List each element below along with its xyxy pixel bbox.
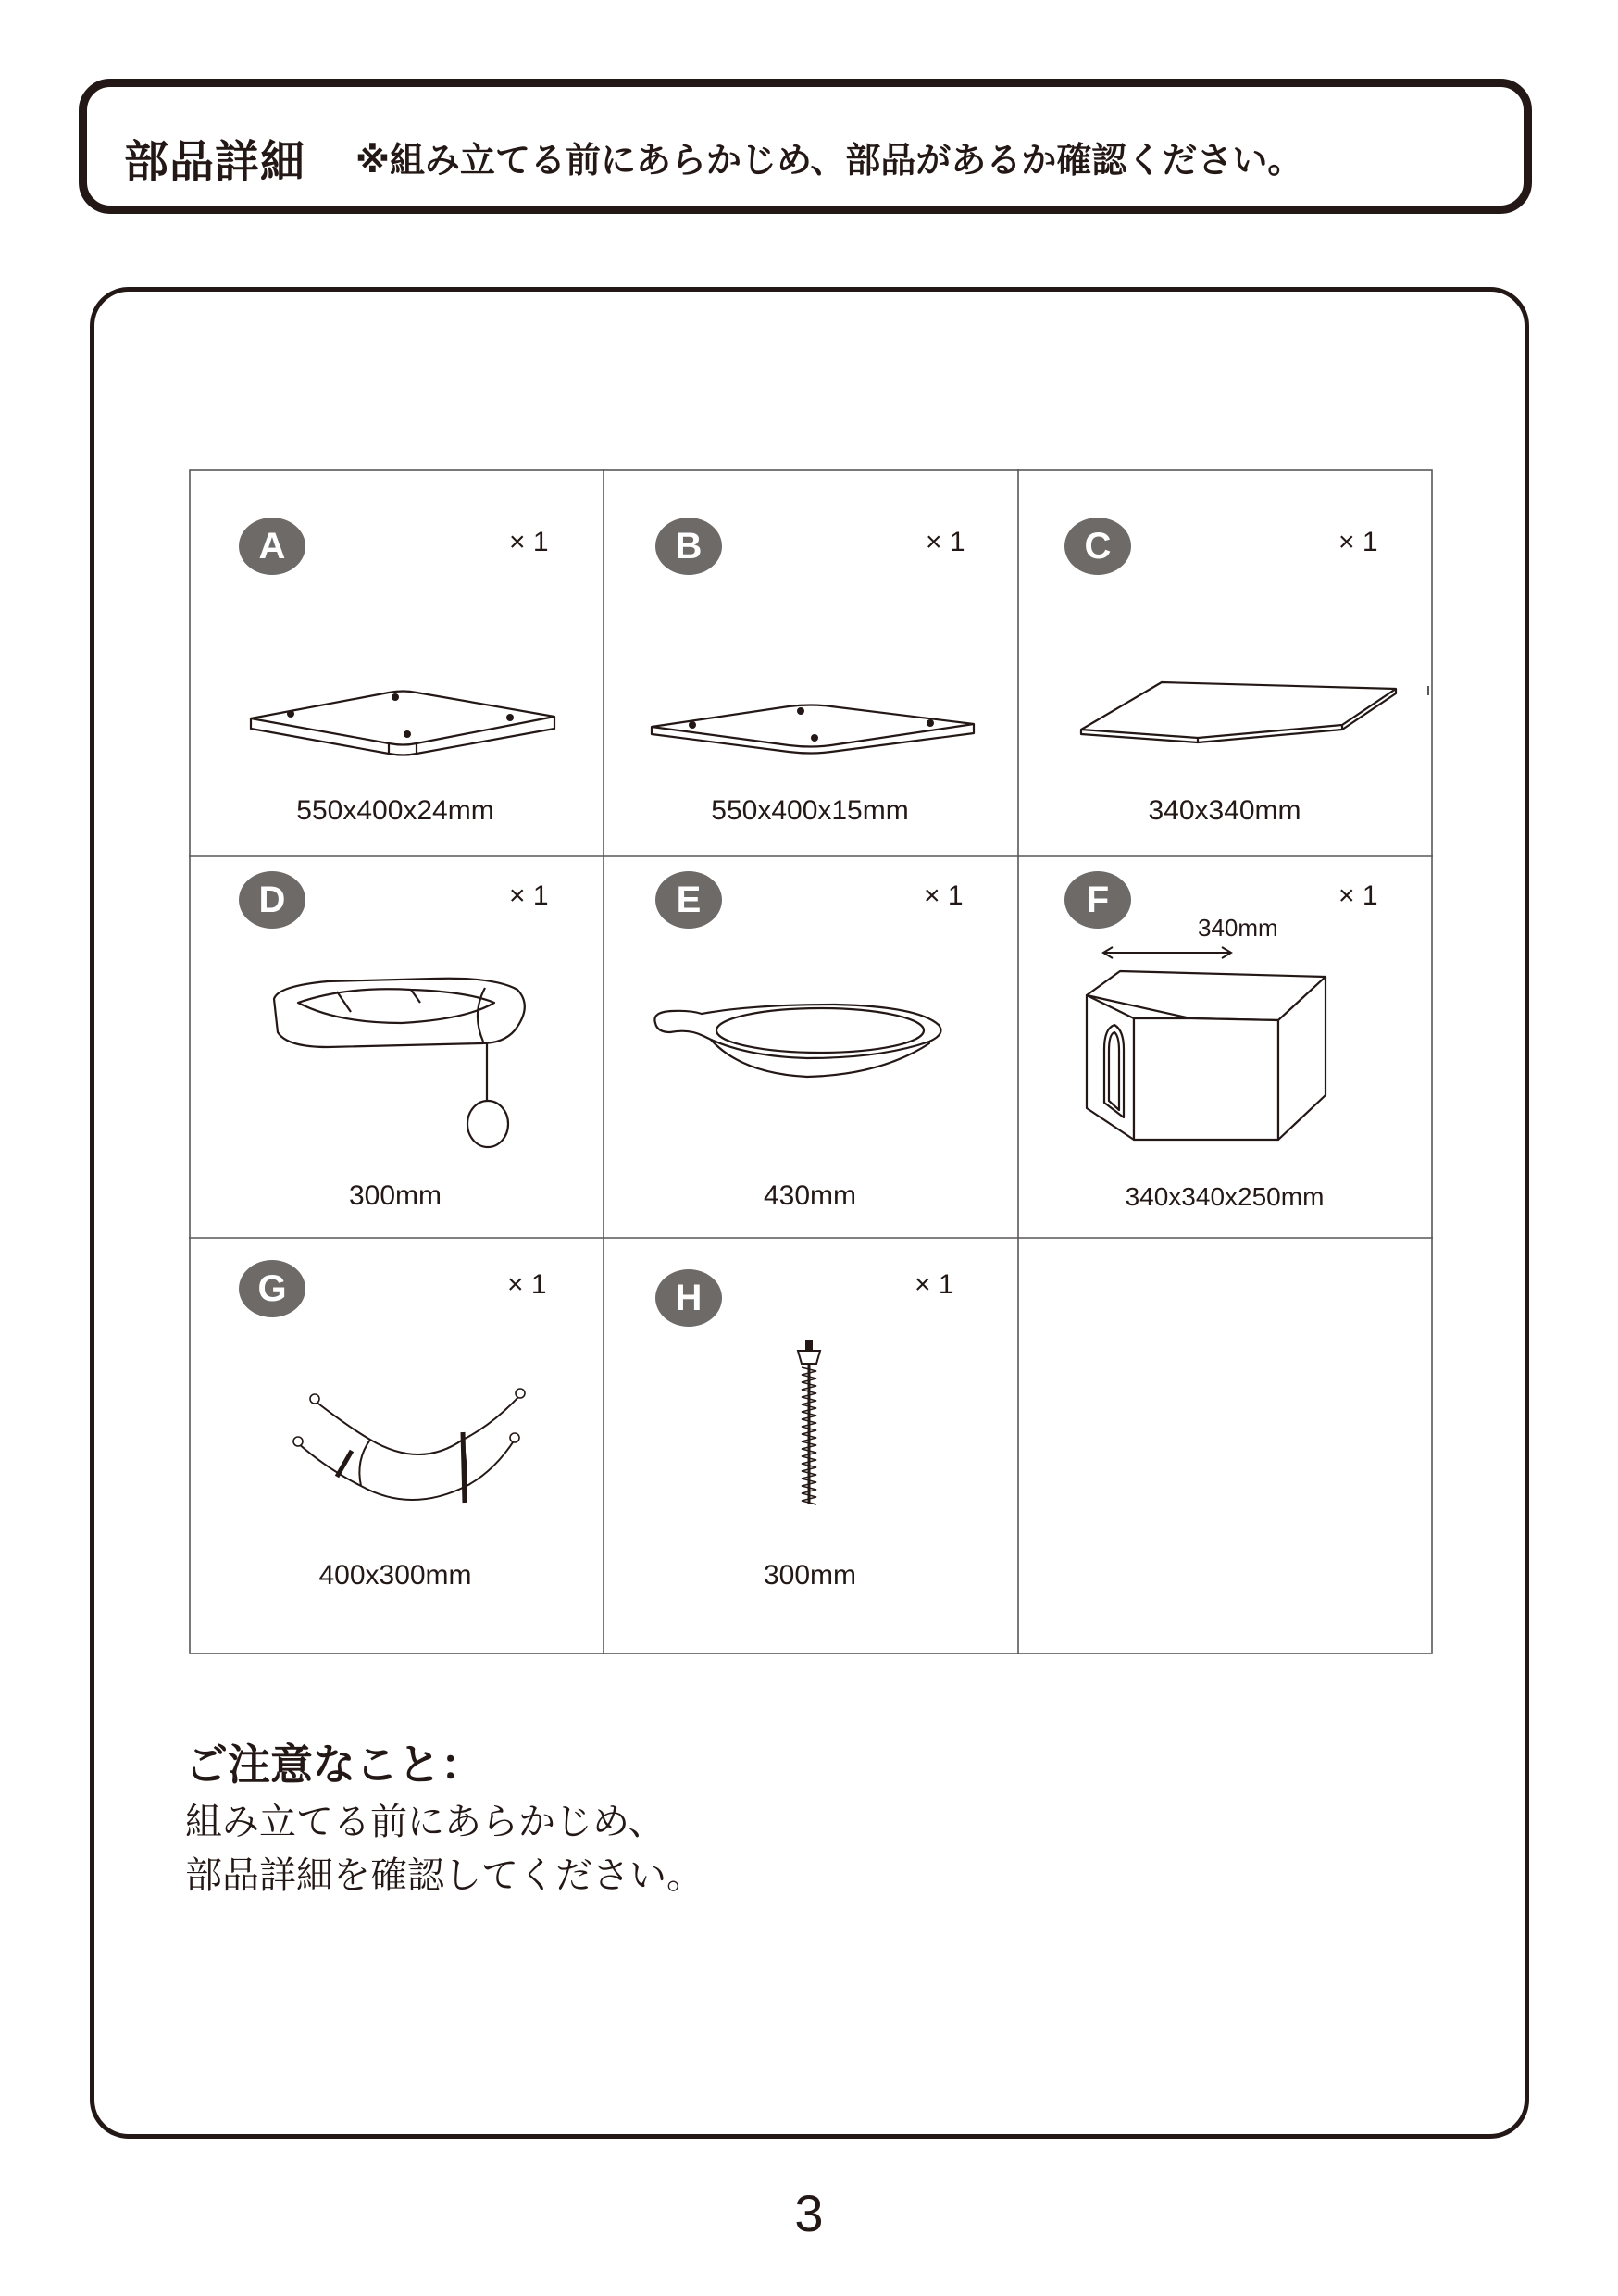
condo-box-icon xyxy=(1018,940,1431,1180)
part-d-badge: D xyxy=(239,871,305,929)
part-c-badge: C xyxy=(1064,518,1131,575)
part-f-dimension: 340x340x250mm xyxy=(1125,1182,1325,1211)
part-f-cell xyxy=(1018,856,1433,1238)
bowl-perch-icon xyxy=(604,958,1016,1171)
part-f-badge: F xyxy=(1064,871,1131,929)
header-note: ※組み立てる前にあらかじめ、部品があるか確認ください。 xyxy=(355,140,1303,181)
part-c-cell xyxy=(1018,469,1433,856)
part-b-dimension: 550x400x15mm xyxy=(711,795,909,826)
part-e-dimension: 430mm xyxy=(763,1180,857,1211)
part-d-dimension: 300mm xyxy=(348,1180,442,1211)
board-icon xyxy=(189,671,602,801)
part-d-cell xyxy=(189,856,604,1238)
part-g-badge: G xyxy=(239,1260,305,1317)
part-f-quantity: × 1 xyxy=(1338,880,1378,911)
corner-plate-icon xyxy=(1018,655,1431,784)
notes-title: ご注意なこと： xyxy=(185,1740,483,1790)
hammock-icon xyxy=(189,1367,602,1590)
part-g-dimension: 400x300mm xyxy=(318,1560,472,1591)
part-b-cell xyxy=(604,469,1018,856)
part-a-cell xyxy=(189,469,604,856)
bed-with-ball-icon xyxy=(189,958,602,1171)
part-e-quantity: × 1 xyxy=(924,880,964,911)
part-c-dimension: 340x340mm xyxy=(1148,795,1301,826)
part-h-dimension: 300mm xyxy=(763,1560,857,1591)
spring-icon xyxy=(604,1340,1016,1525)
notes-line-2: 部品詳細を確認してください。 xyxy=(185,1854,703,1897)
header-box xyxy=(79,79,1532,214)
notes-line-1: 組み立てる前にあらかじめ、 xyxy=(185,1801,666,1843)
part-g-quantity: × 1 xyxy=(507,1269,547,1300)
part-h-badge: H xyxy=(655,1269,722,1327)
part-h-cell xyxy=(604,1238,1018,1654)
board-icon xyxy=(604,671,1016,801)
part-g-cell xyxy=(189,1238,604,1654)
part-e-cell xyxy=(604,856,1018,1238)
part-b-quantity: × 1 xyxy=(926,527,965,557)
part-a-badge: A xyxy=(239,518,305,575)
part-d-quantity: × 1 xyxy=(509,880,549,911)
parts-grid xyxy=(189,469,1433,1654)
part-e-badge: E xyxy=(655,871,722,929)
part-a-dimension: 550x400x24mm xyxy=(296,795,494,826)
part-c-quantity: × 1 xyxy=(1338,527,1378,557)
part-h-quantity: × 1 xyxy=(915,1269,954,1300)
header-title: 部品詳細 xyxy=(124,136,306,188)
part-f-width-label: 340mm xyxy=(1198,914,1278,942)
page-number: 3 xyxy=(794,2184,824,2242)
part-a-quantity: × 1 xyxy=(509,527,549,557)
part-b-badge: B xyxy=(655,518,722,575)
